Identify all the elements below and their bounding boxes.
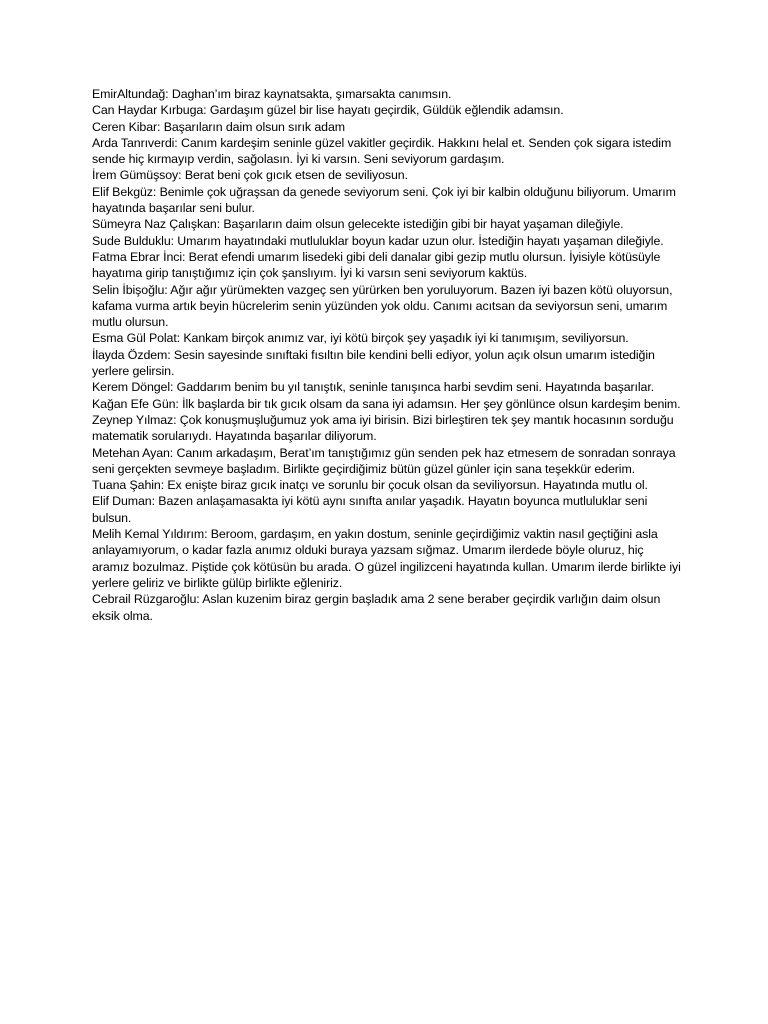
message-entry: Can Haydar Kırbuga: Gardaşım güzel bir lise hayatı geçirdik, Güldük eğlendik adamsın. xyxy=(92,103,564,118)
message-entry: Kağan Efe Gün: İlk başlarda bir tık gıcık olsam da sana iyi adamsın. Her şey gönlünce olsun kardeşim benim. xyxy=(92,396,681,411)
message-entry: Elif Bekgüz: Benimle çok uğraşsan da genede seviyorum seni. Çok iyi bir kalbin olduğunu biliyorum. Umarım hayatında başarılar seni bulur. xyxy=(92,184,676,216)
message-entry: EmirAltundağ: Daghan’ım biraz kaynatsakta, şımarsakta canımsın. xyxy=(92,87,452,101)
message-entry: Metehan Ayan: Canım arkadaşım, Berat’ım tanıştığımız gün senden pek haz etmesem de sonradan sonraya seni gerçekten sevmeye başladım. Birlikte geçirdiğimiz bütün güzel günler için sana teşekkür ederim. xyxy=(92,445,676,476)
message-entry: Arda Tanrıverdi: Canım kardeşim seninle güzel vakitler geçirdik. Hakkını helal et. Senden çok sigara istedim sende hiç kırmayıp verdin, sağolasın. İyi ki varsın. Seni seviyorum gardaşım. xyxy=(92,135,672,167)
message-entry: Esma Gül Polat: Kankam birçok anımız var, iyi kötü birçok şey yaşadık iyi ki tanımışım, seviliyorsun. xyxy=(92,331,629,346)
message-entry: Selin İbişoğlu: Ağır ağır yürümekten vazgeç sen yürürken ben yoruluyorum. Bazen iyi bazen kötü oluyorsun, kafama vurma artık beyin hücrelerim senin yüzünden yok oldu. Canımı acıtsan da seviyorsun seni, umarım mutlu olursun. xyxy=(92,282,673,330)
message-entry: Zeynep Yılmaz: Çok konuşmuşluğumuz yok ama iyi birisin. Bizi birleştiren tek şey mantık hocasının sorduğu matematik sorularıydı. Hayatında başarılar diliyorum. xyxy=(92,412,674,444)
message-entry: İrem Gümüşsoy: Berat beni çok gıcık etsen de seviliyosun. xyxy=(92,168,408,183)
message-list xyxy=(92,86,682,624)
message-entry: İlayda Özdem: Sesin sayesinde sınıftaki fısıltın bile kendini belli ediyor, yolun açık olsun umarım istediğin yerlere gelirsin. xyxy=(92,347,655,379)
message-entry: Kerem Döngel: Gaddarım benim bu yıl tanıştık, seninle tanışınca harbi sevdim seni. Hayatında başarılar. xyxy=(92,380,655,395)
message-entry: Tuana Şahin: Ex enişte biraz gıcık inatçı ve sorunlu bir çocuk olsan da seviliyorsun. Hayatında mutlu ol. xyxy=(92,478,648,493)
message-entry: Ceren Kibar: Başarıların daim olsun sırık adam xyxy=(92,119,345,134)
message-entry: Sümeyra Naz Çalışkan: Başarıların daim olsun gelecekte istediğin gibi bir hayat yaşaman dileğiyle. xyxy=(92,217,624,232)
message-entry: Fatma Ebrar İnci: Berat efendi umarım lisedeki gibi deli danalar gibi gezip mutlu olursun. İyisiyle kötüsüyle hayatıma girip tanıştığımız için çok şanslıyım. İyi ki varsın seni seviyorum kaktüs. xyxy=(92,249,661,281)
message-entry: Sude Bulduklu: Umarım hayatındaki mutluluklar boyun kadar uzun olur. İstediğin hayatı yaşaman dileğiyle. xyxy=(92,233,664,248)
message-entry: Cebrail Rüzgaroğlu: Aslan kuzenim biraz gergin başladık ama 2 sene beraber geçirdik varlığın daim olsun eksik olma. xyxy=(92,592,661,623)
message-entry: Elif Duman: Bazen anlaşamasakta iyi kötü aynı sınıfta anılar yaşadık. Hayatın boyunca mutluluklar seni bulsun. xyxy=(92,494,648,525)
message-entry: Melih Kemal Yıldırım: Beroom, gardaşım, en yakın dostum, seninle geçirdiğimiz vaktin nasıl geçtiğini asla anlayamıyorum, o kadar fazla anımız olduki buraya yazsam sığmaz. Umarım ilerdede böyle oluruz, hiç aramız bozulmaz. Piştide çok kötüsün bu arada. O güzel ingilizceni hayatında kullan. Umarım ilerde birlikte iyi yerlere geliriz ve birlikte gülüp birlikte eğleniriz. xyxy=(92,527,681,590)
